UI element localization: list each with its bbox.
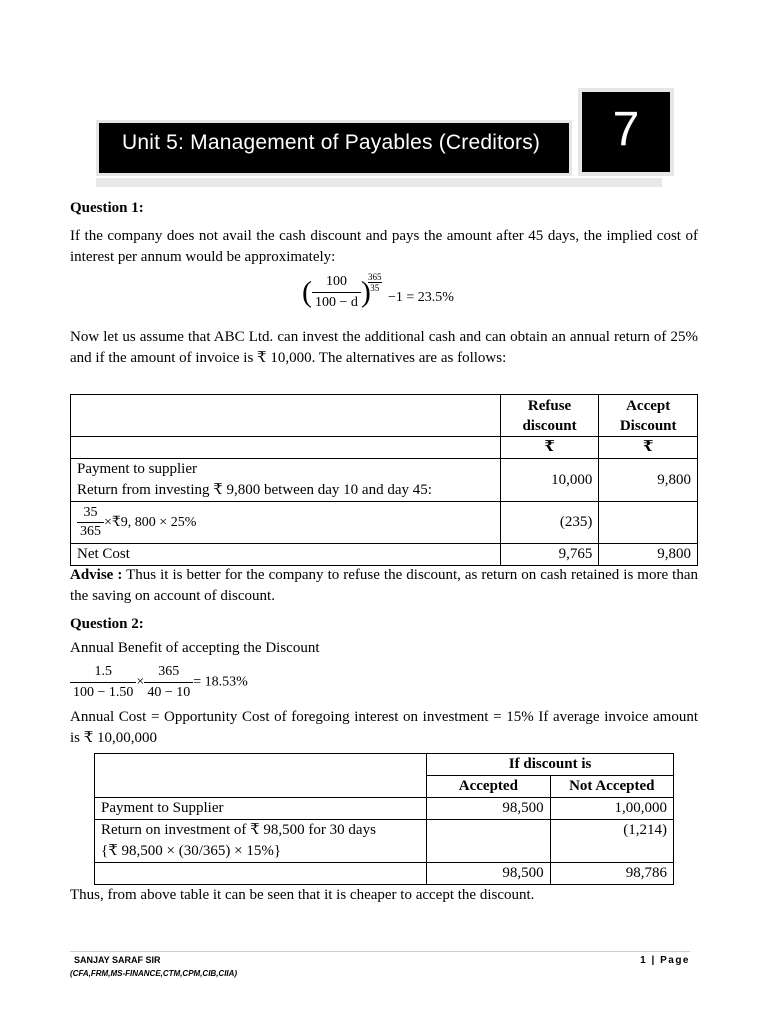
times-symbol: × — [136, 674, 145, 690]
table2-row3-accepted: 98,500 — [427, 863, 550, 885]
table2-row2-accepted — [427, 820, 550, 863]
table2-row2-label — [95, 820, 427, 863]
benefit-f1-den: 100 − 1.50 — [73, 685, 134, 700]
table1-row3-accept: 9,800 — [599, 544, 698, 566]
benefit-f2-num: 365 — [144, 662, 193, 683]
question-2-table — [94, 753, 674, 885]
table1-blank-unit — [71, 437, 501, 459]
question-1-heading: Question 1: — [70, 200, 144, 216]
unit-title-part2: Creditors — [445, 131, 533, 154]
table1-row2-refuse: (235) — [500, 502, 599, 544]
table1-unit-accept: ₹ — [599, 437, 698, 459]
row-return-investment-label: Return on investment of ₹ 98,500 for 30 days — [101, 822, 376, 838]
table1-row1-accept: 9,800 — [599, 459, 698, 502]
exponent-numerator: 365 — [368, 272, 382, 282]
formula-result: −1 = 23.5% — [388, 290, 454, 305]
table2-row1-accepted: 98,500 — [427, 798, 550, 820]
table1-head-accept: Accept Discount — [599, 395, 698, 437]
advise-paragraph — [70, 565, 698, 607]
footer-divider — [70, 951, 690, 952]
table2-head-not-accepted: Not Accepted — [550, 776, 673, 798]
table2-row3-not-accepted: 98,786 — [550, 863, 673, 885]
table1-row3-refuse: 9,765 — [500, 544, 599, 566]
chapter-number: 7 — [612, 103, 640, 156]
table1-row1-refuse: 10,000 — [500, 459, 599, 502]
row2-fraction-den: 365 — [80, 524, 101, 539]
table2-row3-label — [95, 863, 427, 885]
question-1-table — [70, 394, 698, 566]
row2-fraction-num: 35 — [77, 504, 104, 523]
unit-prefix: Unit 5: — [122, 131, 191, 154]
unit-title-part3: ) — [532, 131, 541, 154]
unit-title — [122, 131, 540, 155]
benefit-f1-num: 1.5 — [70, 662, 136, 683]
question-1-assumption: Now let us assume that ABC Ltd. can invest the additional cash and can obtain an annual return of 25% and if the amount of invoice is ₹ 10,000. The alternatives are as follows: — [70, 329, 698, 366]
row-return-investment-calc: {₹ 98,500 × (30/365) × 15%} — [101, 843, 282, 859]
row-payment-label: Payment to supplier — [77, 461, 197, 477]
advise-text: Thus it is better for the company to refuse the discount, as return on cash retained is more than the saving on account of discount. — [70, 567, 698, 604]
annual-cost-paragraph: Annual Cost = Opportunity Cost of foregoing interest on investment = 15% If average invoice amount is ₹ 10,00,000 — [70, 709, 698, 746]
table2-group-head: If discount is — [427, 754, 674, 776]
table1-row3-label: Net Cost — [71, 544, 501, 566]
advise-label: Advise : — [70, 567, 123, 583]
row2-expression: ×₹9, 800 × 25% — [104, 514, 197, 530]
table2-blank-head — [95, 754, 427, 776]
table1-unit-refuse: ₹ — [500, 437, 599, 459]
footer-author: SANJAY SARAF SIR — [74, 955, 161, 965]
table1-head-refuse: Refuse discount — [500, 395, 599, 437]
row-return-label: Return from investing ₹ 9,800 between day 10 and day 45: — [77, 482, 432, 498]
formula-fraction — [312, 272, 361, 313]
paren-open: ( — [302, 275, 312, 309]
benefit-fraction-2 — [144, 662, 193, 703]
row2-fraction — [77, 504, 104, 541]
benefit-fraction-1 — [70, 662, 136, 703]
question-1-intro: If the company does not avail the cash discount and pays the amount after 45 days, the implied cost of interest per annum would be approximately: — [70, 228, 698, 265]
table2-blank-subhead — [95, 776, 427, 798]
table1-row1-label — [71, 459, 501, 502]
conclusion-text: Thus, from above table it can be seen that it is cheaper to accept the discount. — [70, 887, 535, 903]
table2-row1-not-accepted: 1,00,000 — [550, 798, 673, 820]
paren-close: ) — [360, 275, 371, 309]
table2-head-accepted: Accepted — [427, 776, 550, 798]
annual-benefit-label: Annual Benefit of accepting the Discount — [70, 640, 320, 656]
table2-row1-label: Payment to Supplier — [95, 798, 427, 820]
footer-page-number: 1 | Page — [640, 955, 690, 966]
question-2-heading: Question 2: — [70, 616, 144, 632]
benefit-result: = 18.53% — [193, 674, 248, 690]
annual-benefit-formula — [70, 662, 248, 703]
table2-row2-not-accepted: (1,214) — [550, 820, 673, 863]
formula-numerator: 100 — [312, 272, 361, 293]
header-shadow — [96, 178, 662, 187]
benefit-f2-den: 40 − 10 — [147, 685, 191, 700]
table1-row2-label — [71, 502, 501, 544]
formula-denominator: 100 − d — [315, 295, 358, 310]
implied-cost-formula — [302, 272, 371, 313]
footer-credentials: (CFA,FRM,MS-FINANCE,CTM,CPM,CIB,CIIA) — [70, 969, 238, 978]
table1-row2-accept — [599, 502, 698, 544]
table1-blank-head — [71, 395, 501, 437]
exponent-denominator: 35 — [370, 283, 380, 293]
formula-exponent — [368, 272, 382, 293]
unit-title-part1: Management of Payables ( — [190, 131, 446, 154]
